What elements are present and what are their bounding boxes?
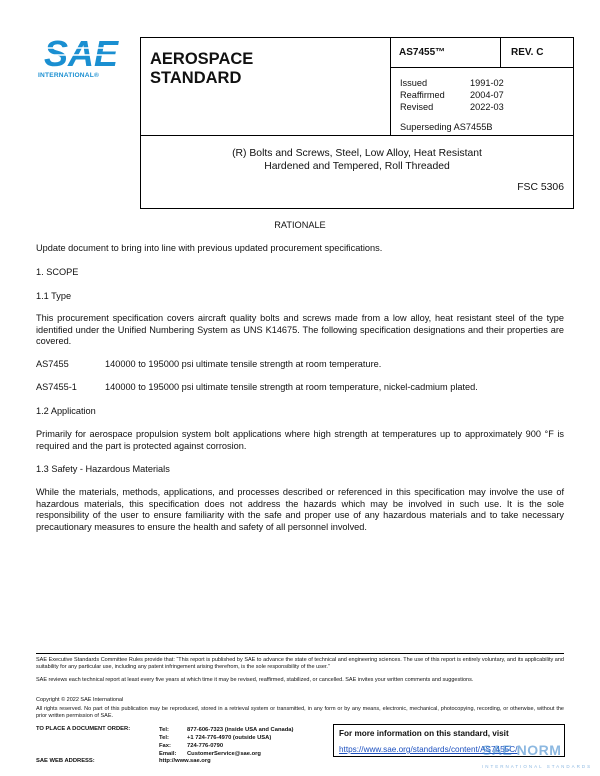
rationale-heading: RATIONALE: [274, 220, 326, 230]
date-value: 2004-07: [470, 90, 504, 100]
type-heading: 1.1 Type: [36, 291, 72, 301]
date-label: Reaffirmed: [400, 90, 445, 100]
document-subject: [141, 136, 573, 208]
copyright-text: Copyright © 2022 SAE International: [36, 697, 124, 703]
designation-text: 140000 to 195000 psi ultimate tensile strength at room temperature, nickel-cadmium plated.: [105, 382, 478, 392]
date-value: 1991-02: [470, 78, 504, 88]
watermark-subtitle: INTERNATIONAL STANDARDS: [482, 764, 593, 769]
web-address-label: SAE WEB ADDRESS:: [36, 758, 95, 764]
designation-code: AS7455-1: [36, 382, 77, 392]
designation-text: 140000 to 195000 psi ultimate tensile strength at room temperature.: [105, 359, 382, 369]
contact-labels: [159, 726, 176, 758]
standard-url-link[interactable]: https://www.sae.org/standards/content/AS7455C/: [339, 745, 518, 754]
standard-type: [141, 38, 391, 136]
fsc-code: FSC 5306: [517, 182, 564, 193]
superseding-note: Superseding AS7455B: [400, 122, 493, 132]
subject-line2: Hardened and Tempered, Roll Threaded: [264, 161, 450, 172]
date-value: 2022-03: [470, 102, 504, 112]
committee-rules-text: SAE Executive Standards Committee Rules provide that: “This report is published by SAE to advance the state of technical and engineering sciences. The use of this report is entirely voluntary, and its applicability and suitability for any particular use, including any patent infringement arising therefrom, is the sole responsibility of the user.”: [36, 657, 564, 670]
date-row-reaffirmed: [391, 89, 573, 101]
date-row-revised: [391, 101, 573, 113]
sae-logo-mark: [42, 36, 120, 70]
footer-divider: [36, 653, 564, 654]
document-dates: [391, 68, 573, 136]
sae-logo: [36, 36, 122, 86]
rationale-text: Update document to bring into line with previous updated procurement specifications.: [36, 243, 383, 253]
watermark-title: SAE NORM: [482, 742, 562, 758]
designation-code: AS7455: [36, 359, 69, 369]
application-heading: 1.2 Application: [36, 406, 96, 416]
contact-email: CustomerService@sae.org: [187, 751, 261, 757]
order-label: TO PLACE A DOCUMENT ORDER:: [36, 726, 131, 732]
standard-header: [140, 37, 574, 209]
contact-values: [187, 726, 293, 758]
type-paragraph: This procurement specification covers aircraft quality bolts and screws made from a low alloy, heat resistant steel of the type identified under the Unified Numbering System as UNS K14675. The following specification designations and their properties are covered.: [36, 313, 564, 347]
revision-label: REV. C: [501, 38, 573, 68]
standard-type-line1: AEROSPACE: [150, 50, 254, 68]
contact-phone-domestic: 877-606-7323 (inside USA and Canada): [187, 727, 294, 733]
document-number: AS7455™: [391, 38, 501, 68]
date-label: Revised: [400, 102, 434, 112]
contact-fax: 724-776-0790: [187, 743, 224, 749]
application-paragraph: Primarily for aerospace propulsion system bolt applications where high strength at temperatures up to approximately 900 °F is required and the part is protected against corrosion.: [36, 429, 564, 451]
contact-phone-international: +1 724-776-4970 (outside USA): [187, 735, 272, 741]
review-text: SAE reviews each technical report at least every five years at which time it may be revised, reaffirmed, stabilized, or cancelled. SAE invites your written comments and suggestions.: [36, 677, 474, 683]
scope-heading: 1. SCOPE: [36, 267, 79, 277]
date-row-issued: [391, 77, 573, 89]
web-address-value: http://www.sae.org: [159, 758, 211, 764]
contact-label: Fax:: [159, 743, 171, 749]
contact-label: Tel:: [159, 727, 169, 733]
date-label: Issued: [400, 78, 428, 88]
sae-norm-watermark: [470, 742, 598, 774]
safety-paragraph: While the materials, methods, applications, and processes described or referenced in this specification may involve the use of hazardous materials, this specification does not address the hazards which may be involved in such use. It is the sole responsibility of the user to ensure familiarity with the safe and proper use of any hazardous materials and to take necessary precautionary measures to ensure the health and safety of all personnel involved.: [36, 487, 564, 532]
safety-heading: 1.3 Safety - Hazardous Materials: [36, 464, 170, 474]
more-info-title: For more information on this standard, visit: [339, 729, 509, 738]
standard-type-line2: STANDARD: [150, 69, 242, 87]
contact-label: Email:: [159, 751, 177, 757]
sae-logo-text: SAE: [43, 36, 119, 70]
rights-text: All rights reserved. No part of this publication may be reproduced, stored in a retrieval system or transmitted, in any form or by any means, electronic, mechanical, photocopying, recording, or otherwise, without the prior written permission of SAE.: [36, 706, 564, 719]
sae-logo-subtitle: INTERNATIONAL®: [38, 72, 100, 79]
contact-label: Tel:: [159, 735, 169, 741]
subject-line1: (R) Bolts and Screws, Steel, Low Alloy, Heat Resistant: [232, 148, 482, 159]
